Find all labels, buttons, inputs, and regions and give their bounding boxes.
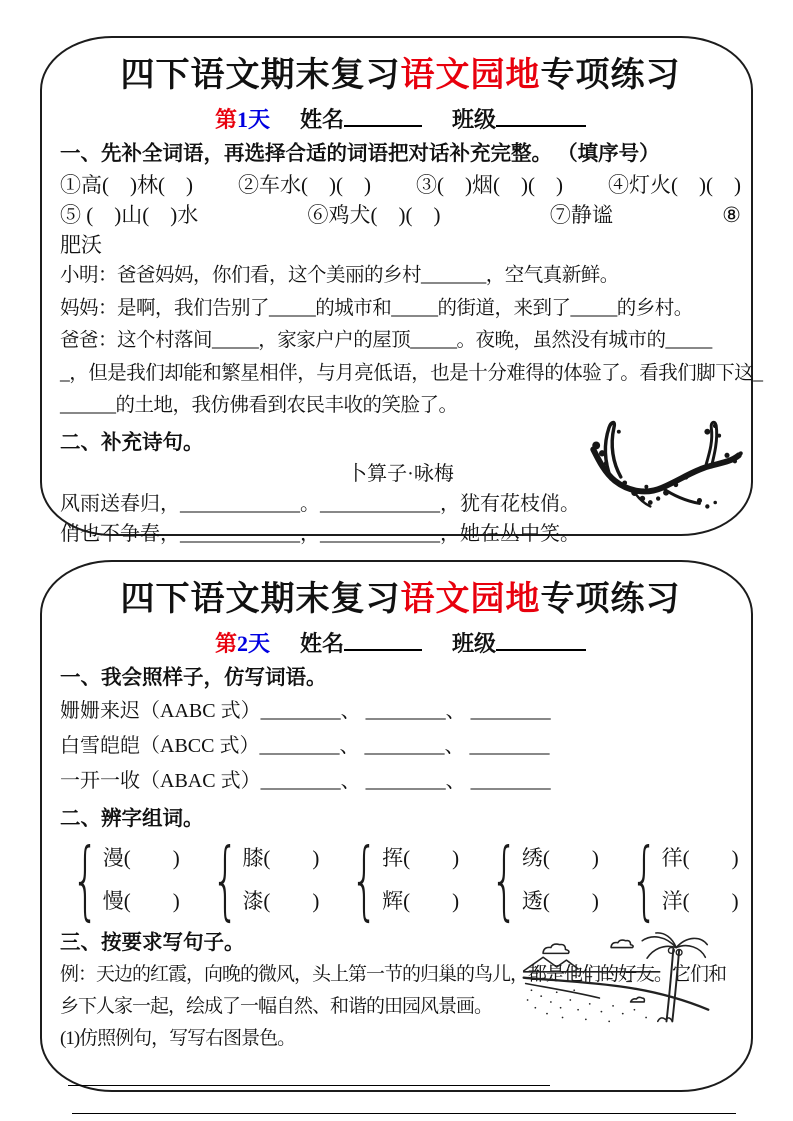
word-item: ②车水( )( ) xyxy=(238,173,371,197)
curly-brace: { xyxy=(71,830,100,930)
dialogue-line-mama: 妈妈：是啊，我们告别了_____的城市和_____的街道，来到了_____的乡村。 xyxy=(60,297,693,319)
poem-line: 俏也不争春，____________，____________，她在丛中笑。 xyxy=(60,522,580,545)
poem-title: 卜算子·咏梅 xyxy=(347,462,454,485)
small-cloud-bush xyxy=(631,997,645,1002)
day-label xyxy=(215,627,270,658)
character-pair xyxy=(349,830,460,930)
pair-top: 挥( ) xyxy=(382,846,460,870)
day-ordinal-char: 第 xyxy=(214,631,237,656)
pair-top: 漫( ) xyxy=(102,846,180,870)
word-item: ③( )烟( )( ) xyxy=(416,173,563,197)
word-item: ⑥鸡犬( )( ) xyxy=(307,203,441,227)
section1-heading: 一、先补全词语，再选择合适的词语把对话补充完整。 （填序号） xyxy=(60,143,660,165)
class-field xyxy=(452,103,586,134)
shore-edge xyxy=(524,978,709,1010)
class-field xyxy=(452,627,586,658)
pair-top: 膝( ) xyxy=(242,846,320,870)
imitate-words-row: 姗姗来迟（AABC 式）________、 ________、 ________ xyxy=(60,700,551,722)
day-ordinal-char: 第 xyxy=(214,107,237,132)
imitate-words-row: 白雪皑皑（ABCC 式）________、 ________、 ________ xyxy=(60,735,550,757)
imitate-words-row: 一开一收（ABAC 式）________、 ________、 ________ xyxy=(60,770,551,792)
title-highlight: 语文园地 xyxy=(400,57,541,94)
name-label: 姓名 xyxy=(300,631,345,656)
word-item: 肥沃 xyxy=(60,233,102,257)
palm-trunk xyxy=(666,949,673,1021)
word-completion-row xyxy=(60,200,741,230)
water-marks xyxy=(572,976,631,982)
character-pair xyxy=(210,830,320,930)
class-blank-line xyxy=(496,627,586,651)
word-item: ⑦静谧 xyxy=(549,203,613,227)
curly-brace: { xyxy=(211,830,239,930)
section2-heading: 二、辨字组词。 xyxy=(60,808,204,830)
day-label xyxy=(215,103,270,134)
pair-top: 徉( ) xyxy=(661,846,739,870)
cloud-left xyxy=(543,944,569,953)
section1-heading: 一、我会照样子，仿写词语。 xyxy=(60,667,327,689)
name-field xyxy=(300,103,422,134)
word-completion-row xyxy=(60,170,741,200)
name-field xyxy=(300,627,422,658)
word-item: ⑧ xyxy=(722,203,741,227)
dialogue-line-baba: 爸爸：这个村落间_____，家家户户的屋顶_____。夜晚，虽然没有城市的_____ xyxy=(60,330,712,351)
word-completion-row xyxy=(60,230,741,260)
word-item: ⑤ ( )山( )水 xyxy=(60,203,199,227)
title-post: 专项练习 xyxy=(540,57,681,94)
dialogue-line-cont: _，但是我们却能和繁星相伴，与月亮低语，也是十分难得的体验了。看我们脚下这_ xyxy=(60,362,763,384)
character-pair xyxy=(629,830,739,930)
mountains-outline xyxy=(524,957,578,971)
example-sentence-line: 乡下人家一起，绘成了一幅自然、和谐的田园风景画。 xyxy=(60,996,493,1017)
day-number: 2天 xyxy=(236,631,270,656)
word-item: ①高( )林( ) xyxy=(60,173,193,197)
name-blank-line xyxy=(344,103,422,127)
page-title xyxy=(60,54,741,98)
character-pair xyxy=(70,830,180,930)
header-row xyxy=(60,624,741,658)
sand-dots xyxy=(527,989,647,1022)
pair-bottom: 透( ) xyxy=(521,889,599,913)
word-item: ④灯火( )( ) xyxy=(607,173,741,197)
title-pre: 四下语文期末复习 xyxy=(120,581,401,618)
pair-bottom: 辉( ) xyxy=(382,889,460,913)
title-post: 专项练习 xyxy=(540,581,681,618)
title-pre: 四下语文期末复习 xyxy=(120,57,401,94)
section2-heading: 二、补充诗句。 xyxy=(60,431,204,454)
worksheet-card-day1 xyxy=(40,36,763,545)
class-label: 班级 xyxy=(452,107,497,132)
plum-blossom-illustration xyxy=(589,412,747,532)
poem-line: 风雨送春归，____________。____________，犹有花枝俏。 xyxy=(60,492,580,515)
curly-brace: { xyxy=(490,830,519,930)
character-pair xyxy=(489,830,599,930)
page-title xyxy=(60,578,741,622)
class-label: 班级 xyxy=(452,631,497,656)
pair-bottom: 洋( ) xyxy=(661,889,739,913)
section3-heading: 三、按要求写句子。 xyxy=(60,932,245,954)
day-number: 1天 xyxy=(236,107,270,132)
pair-bottom: 慢( ) xyxy=(102,889,180,913)
name-blank-line xyxy=(344,627,422,651)
pair-top: 绣( ) xyxy=(521,846,599,870)
curly-brace: { xyxy=(630,830,658,930)
base-tuft xyxy=(658,1018,673,1021)
example-sentence-line: 例：天边的红霞，向晚的微风，头上第一节的归巢的鸟儿，都是他们的好友。它们和 xyxy=(60,964,727,985)
header-row xyxy=(60,100,741,134)
subquestion-1: (1)仿照例句，写写右图景色。 xyxy=(60,1028,296,1049)
character-discrimination-block xyxy=(60,830,741,930)
sand-edge xyxy=(526,983,600,998)
beach-illustration xyxy=(517,932,713,1034)
worksheet-card-day2 xyxy=(40,560,753,1092)
curly-brace: { xyxy=(351,830,379,930)
pair-bottom: 漆( ) xyxy=(242,889,320,913)
answer-writing-line xyxy=(72,1113,736,1114)
cloud-right xyxy=(611,940,633,947)
name-label: 姓名 xyxy=(300,107,345,132)
imitate-words-block xyxy=(60,694,741,799)
dialogue-line-cont: ______的土地，我仿佛看到农民丰收的笑脸了。 xyxy=(60,395,458,416)
palm-trunk xyxy=(672,950,679,1021)
dialogue-line-xiaoming: 小明：爸爸妈妈，你们看，这个美丽的乡村_______，空气真新鲜。 xyxy=(60,265,619,286)
title-highlight: 语文园地 xyxy=(400,581,541,618)
answer-writing-line xyxy=(68,1085,550,1086)
class-blank-line xyxy=(496,103,586,127)
